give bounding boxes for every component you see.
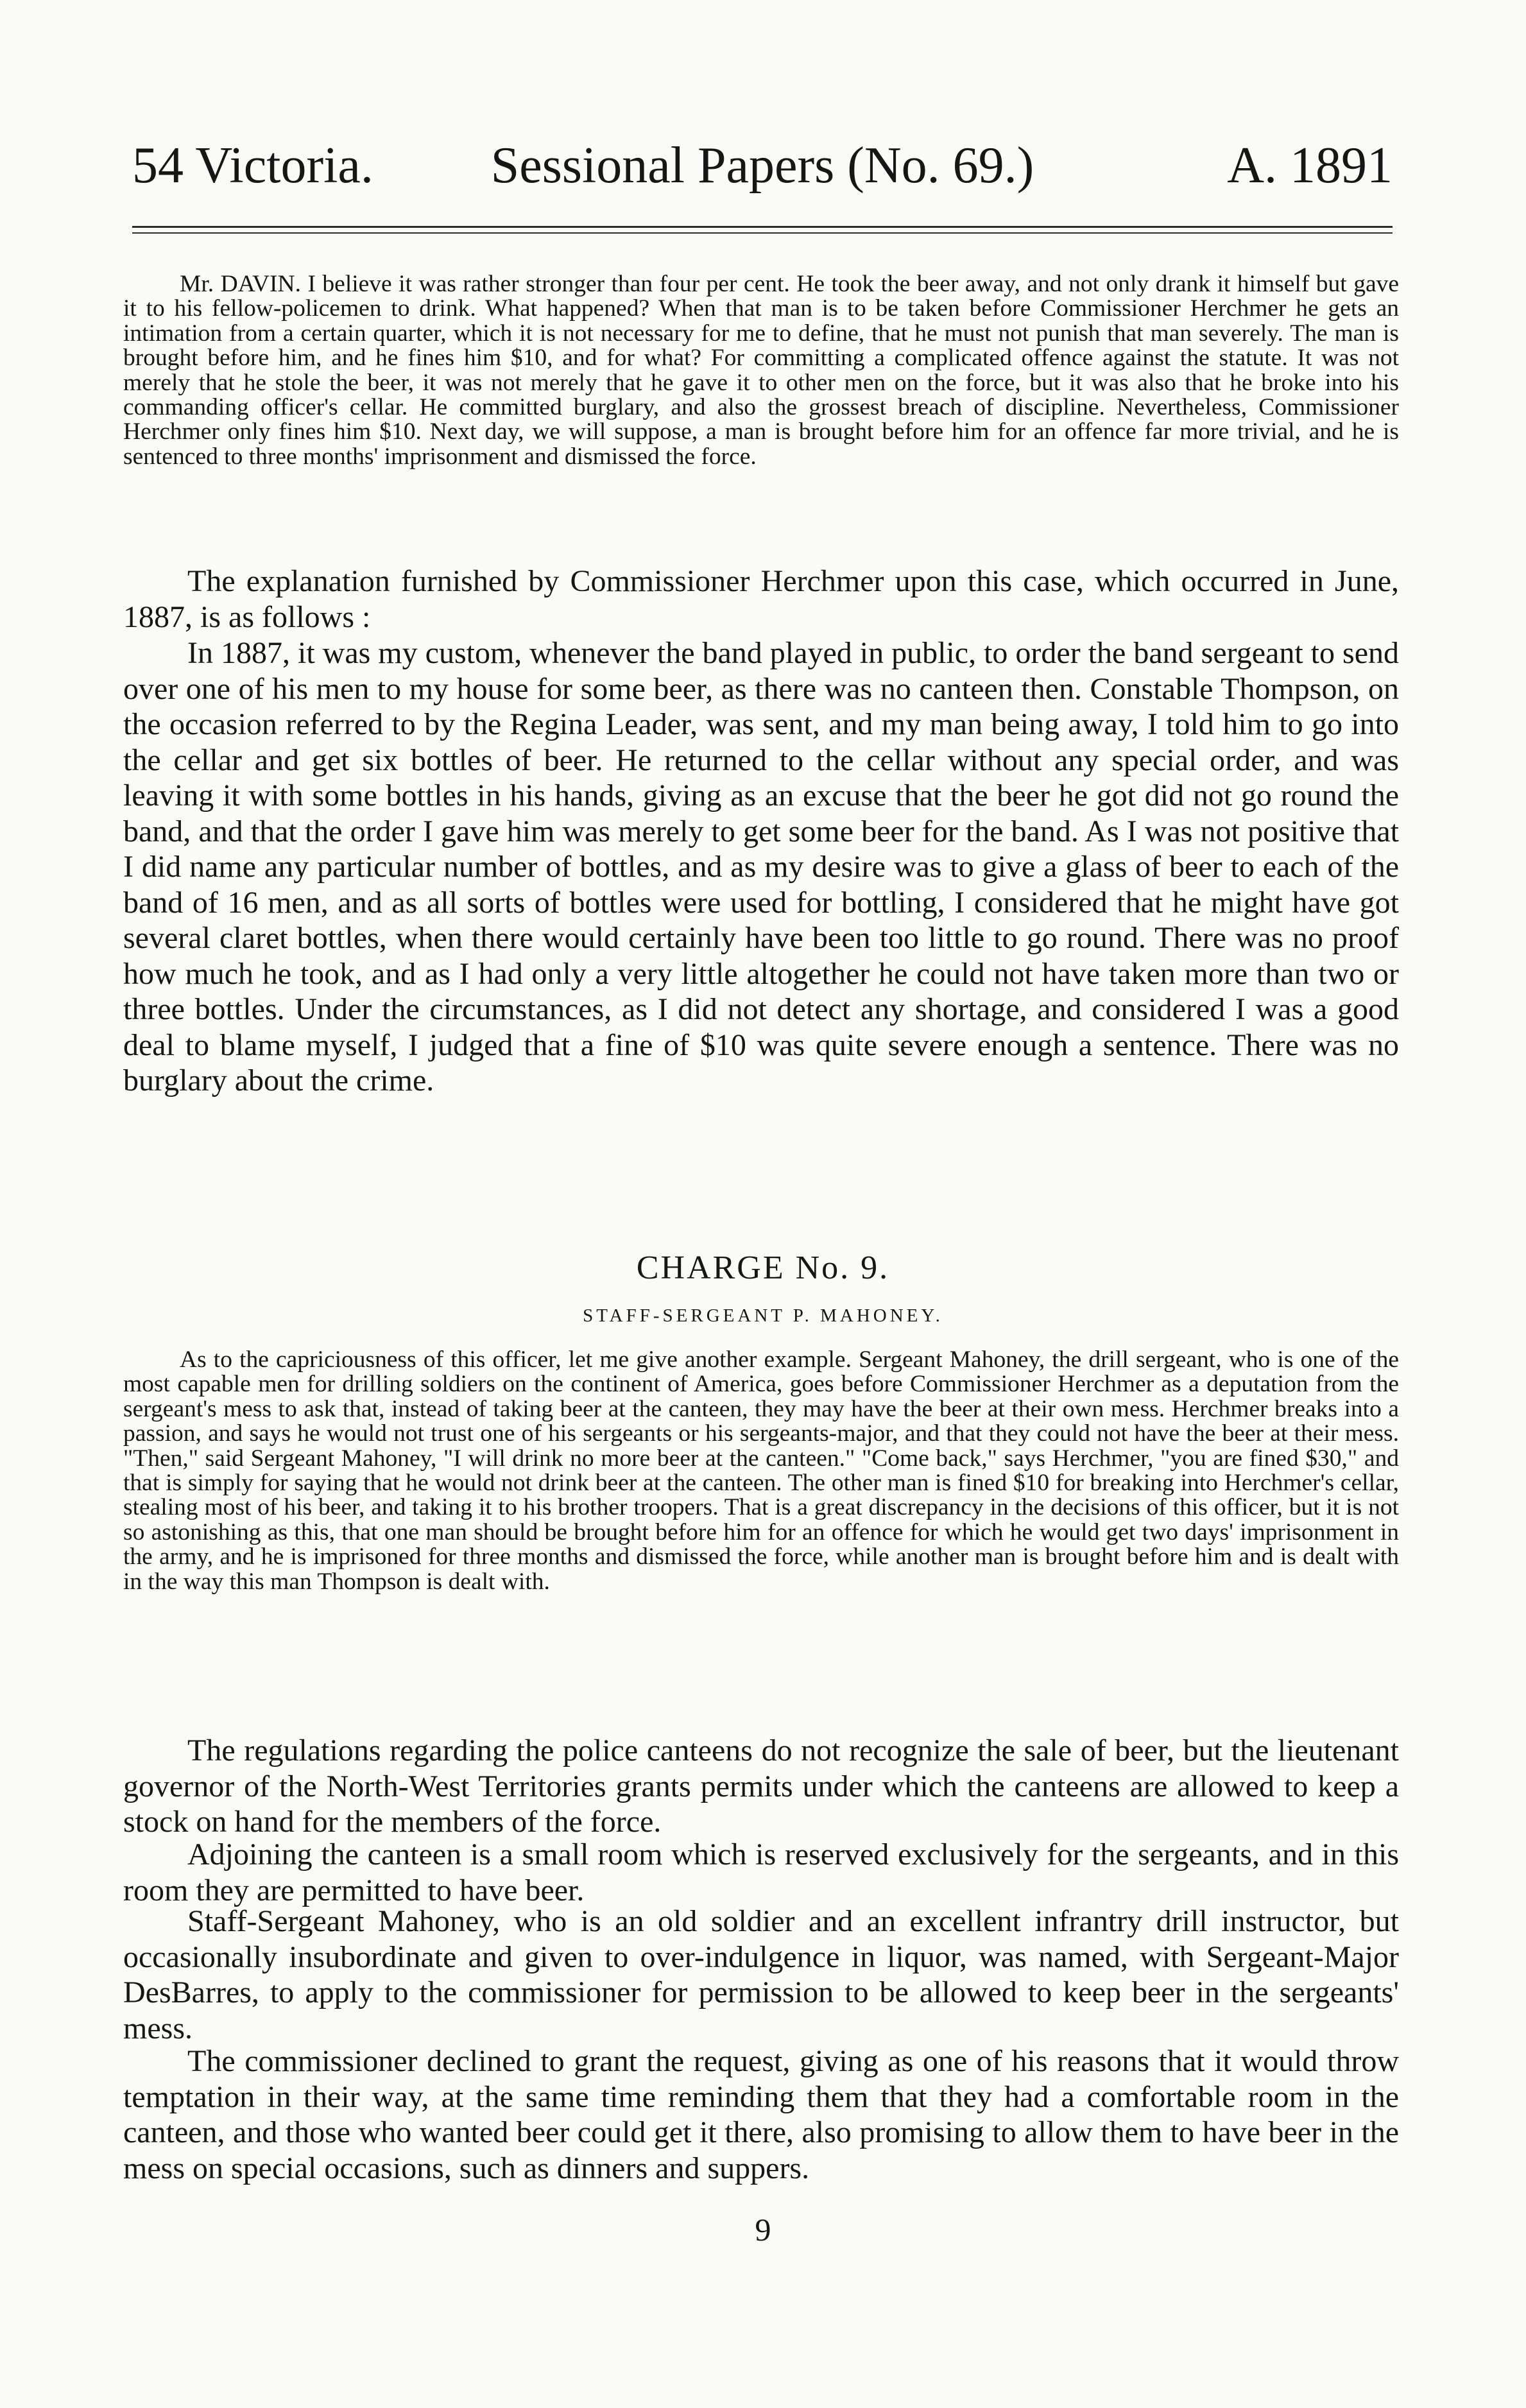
adjoining-room-paragraph <box>123 1837 1399 1908</box>
header-rule <box>132 226 1393 228</box>
adjoining-room-text: Adjoining the canteen is a small room which is reserved exclusively for the sergeants, and in this room they are permitted to have beer. <box>123 1837 1399 1907</box>
header-year: A. 1891 <box>1227 137 1393 194</box>
header-rule-thin <box>132 232 1393 234</box>
herchmer-explanation-text: In 1887, it was my custom, whenever the band played in public, to order the band sergeant to send over one of his men to my house for some beer, as there was no canteen then. Constable Thompson, on the occasion referred to by the Regina Leader, was sent, and my man being away, I told him to go into the cellar and get six bottles of beer. He returned to the cellar without any special order, and was leaving it with some bottles in his hands, giving as an excuse that the beer he got did not go round the band, and that the order I gave him was merely to get some beer for the band. As I was not positive that I did name any particular number of bottles, and as my desire was to give a glass of beer to each of the band of 16 men, and as all sorts of bottles were used for bottling, I considered that he might have got several claret bottles, when there would certainly have been too little to go round. There was no proof how much he took, and as I had only a very little altogether he could not have taken more than two or three bottles. Under the circumstances, as I did not detect any shortage, and considered I was a good deal to blame myself, I judged that a fine of $10 was quite severe enough a sentence. There was no burglary about the crime. <box>123 636 1399 1097</box>
page-number: 9 <box>755 2212 771 2248</box>
running-header <box>132 133 1393 211</box>
explanation-text: The explanation furnished by Commissioner Herchmer upon this case, which occurred in June, 1887, is as follows : <box>123 564 1399 634</box>
charge-subheading: STAFF-SERGEANT P. MAHONEY. <box>583 1305 943 1326</box>
regulations-text: The regulations regarding the police canteens do not recognize the sale of beer, but the lieutenant governor of the North-West Territories grants permits under which the canteens are allowed to keep a stock on hand for the members of the force. <box>123 1733 1399 1839</box>
commissioner-declined-text: The commissioner declined to grant the request, giving as one of his reasons that it would throw temptation in their way, at the same time reminding them that they had a comfortable room in the canteen, and those who wanted beer could get it there, also promising to allow them to have beer in the mess on special occasions, such as dinners and suppers. <box>123 2044 1399 2185</box>
mahoney-speech-paragraph <box>123 1348 1399 1594</box>
explanation-paragraph <box>123 563 1399 635</box>
header-title: Sessional Papers (No. 69.) <box>490 137 1034 194</box>
herchmer-explanation-paragraph <box>123 635 1399 1099</box>
davin-speech-paragraph <box>123 272 1399 469</box>
header-session: 54 Victoria. <box>132 137 373 194</box>
davin-speech-text: Mr. DAVIN. I believe it was rather stronger than four per cent. He took the beer away, and not only drank it himself but gave it to his fellow-policemen to drink. What happened? When that man is to be taken before Commissioner Herchmer he gets an intimation from a certain quarter, which it is not necessary for me to define, that he must not punish that man severely. The man is brought before him, and he fines him $10, and for what? For committing a complicated offence against the statute. It was not merely that he stole the beer, it was not merely that he gave it to other men on the force, but it was also that he broke into his commanding officer's cellar. He committed burglary, and also the grossest breach of discipline. Nevertheless, Commissioner Herchmer only fines him $10. Next day, we will suppose, a man is brought before him for an offence far more trivial, and he is sentenced to three months' imprisonment and dismissed the force. <box>123 271 1399 470</box>
mahoney-speech-text: As to the capriciousness of this officer, let me give another example. Sergeant Mahoney, the drill sergeant, who is one of the most capable men for drilling soldiers on the continent of America, goes before Commissioner Herchmer as a deputation from the sergeant's mess to ask that, instead of taking beer at the canteen, they may have the beer at their own mess. Herchmer breaks into a passion, and says he would not trust one of his sergeants or his sergeants-major, and that they could not have the beer at their mess. "Then," said Sergeant Mahoney, "I will drink no more beer at the canteen." "Come back," says Herchmer, "you are fined $30," and that is simply for saying that he would not drink beer at the canteen. The other man is fined $10 for breaking into Herchmer's cellar, stealing most of his beer, and taking it to his brother troopers. That is a great discrepancy in the decisions of this officer, but it is not so astonishing as this, that one man should be brought before him for an offence for which he would get two days' imprisonment in the army, and he is imprisoned for three months and dismissed the force, while another man is brought before him and is dealt with in the way this man Thompson is dealt with. <box>123 1346 1399 1595</box>
commissioner-declined-paragraph <box>123 2043 1399 2186</box>
regulations-paragraph <box>123 1733 1399 1840</box>
staff-sergeant-paragraph <box>123 1904 1399 2046</box>
charge-heading: CHARGE No. 9. <box>636 1250 890 1286</box>
staff-sergeant-text: Staff-Sergeant Mahoney, who is an old soldier and an excellent infrantry drill instructor, but occasionally insubordinate and given to over-indulgence in liquor, was named, with Sergeant-Major DesBarres, to apply to the commissioner for permission to be allowed to keep beer in the sergeants' mess. <box>123 1904 1399 2045</box>
